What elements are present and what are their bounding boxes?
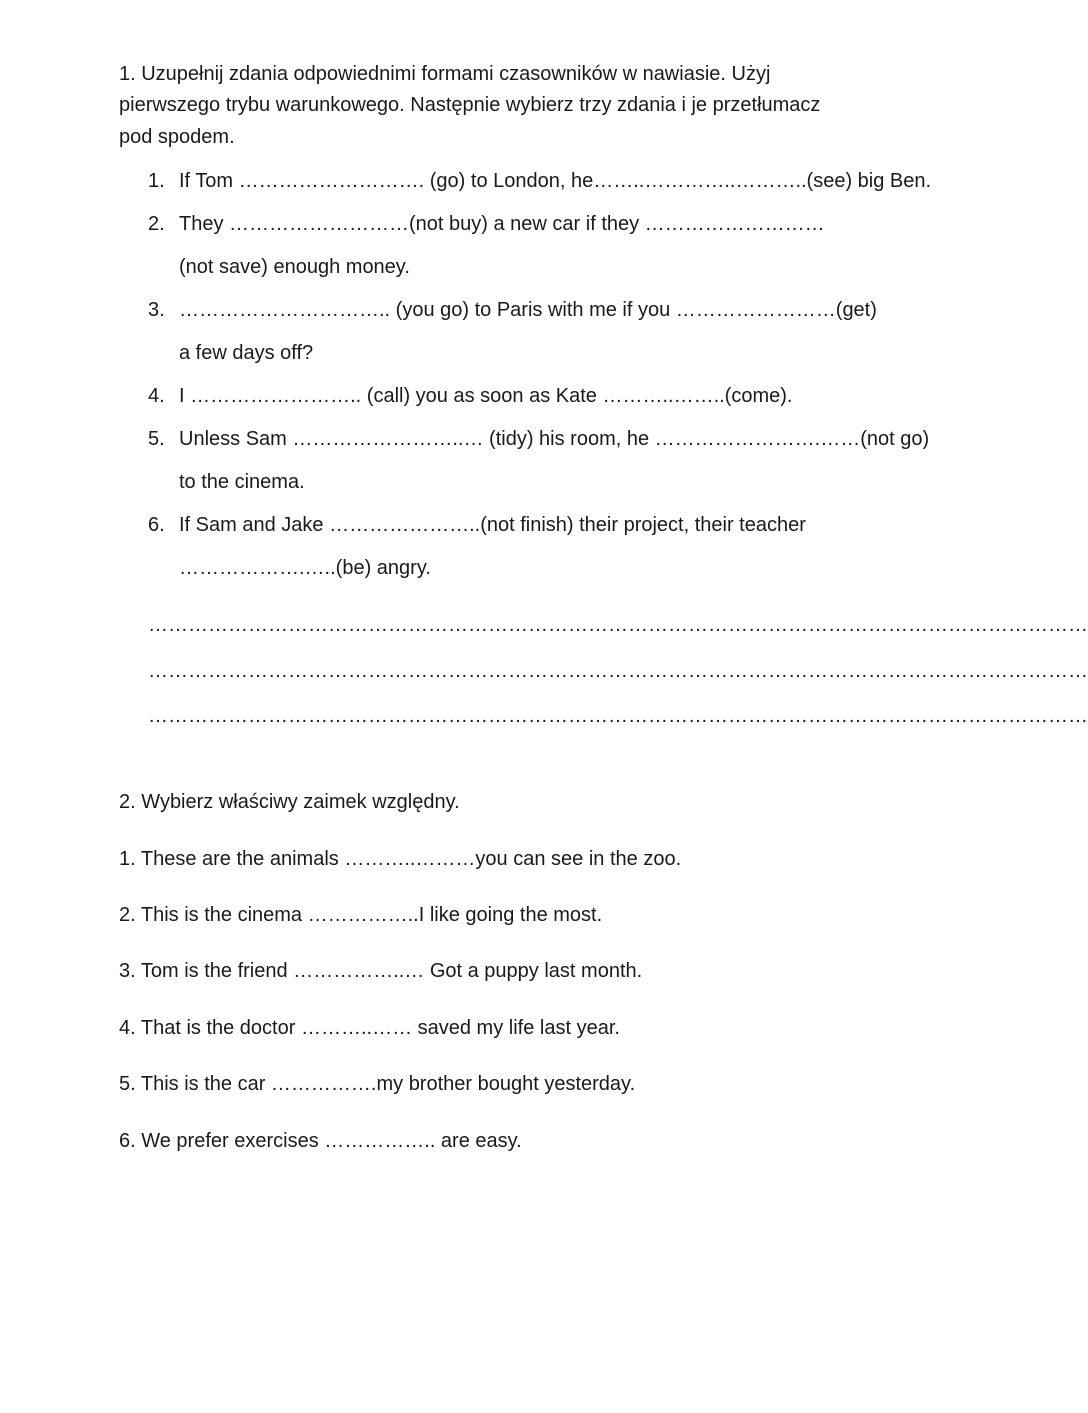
instruction-line: pod spodem. — [119, 126, 235, 148]
item-text: Unless Sam ……………………..… (tidy) his room, he …………………….……(not go) — [179, 428, 930, 450]
list-item: 1. These are the animals ………..………you can see in the zoo. — [119, 848, 682, 870]
item-number: 1. — [148, 170, 165, 192]
translation-line: …………………………………………………………………………………………………………………………… — [148, 614, 1088, 636]
list-item: 2. This is the cinema ……………..I like going the most. — [119, 904, 603, 926]
list-item: 6. We prefer exercises …………….. are easy. — [119, 1130, 522, 1152]
item-text: They ………………………(not buy) a new car if they ……………………… — [179, 213, 825, 235]
item-number: 5. — [148, 428, 165, 450]
instruction-line: 1. Uzupełnij zdania odpowiednimi formami czasowników w nawiasie. Użyj — [119, 63, 771, 85]
item-text-continued: to the cinema. — [179, 471, 305, 493]
item-number: 2. — [148, 213, 165, 235]
item-text: I …………………….. (call) you as soon as Kate ………..……..(come). — [179, 385, 793, 407]
list-item: 3. Tom is the friend ……………..… Got a puppy last month. — [119, 960, 643, 982]
item-number: 4. — [148, 385, 165, 407]
translation-line: …………………………………………………………………………………………………………………………… — [148, 705, 1088, 727]
item-text-continued: a few days off? — [179, 342, 314, 364]
item-text: If Tom ………………………. (go) to London, he……..…………..………..(see) big Ben. — [179, 170, 932, 192]
item-text-continued: ……………….…..(be) angry. — [179, 557, 431, 579]
exercise-2-instruction: 2. Wybierz właściwy zaimek względny. — [119, 791, 460, 813]
item-number: 6. — [148, 514, 165, 536]
item-text-continued: (not save) enough money. — [179, 256, 410, 278]
item-text: If Sam and Jake …………………..(not finish) their project, their teacher — [179, 514, 806, 536]
list-item: 5. This is the car …………….my brother bought yesterday. — [119, 1073, 636, 1095]
list-item: 4. That is the doctor ………..…… saved my life last year. — [119, 1017, 620, 1039]
translation-line: …………………………………………………………………………………………………………………………… — [148, 660, 1088, 682]
item-text: ………………………….. (you go) to Paris with me if you ……………………(get) — [179, 299, 877, 321]
item-number: 3. — [148, 299, 165, 321]
instruction-line: pierwszego trybu warunkowego. Następnie wybierz trzy zdania i je przetłumacz — [119, 94, 821, 116]
